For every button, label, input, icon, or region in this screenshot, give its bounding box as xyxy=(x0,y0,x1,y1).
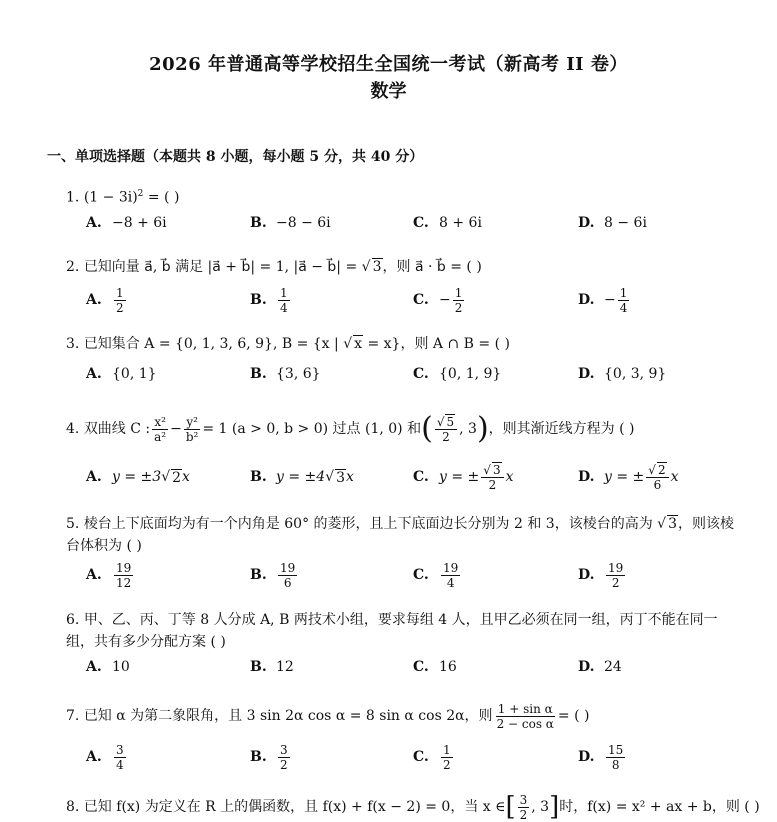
option-c[interactable]: C. $\frac{19}{4}$ xyxy=(413,560,459,590)
option-b[interactable]: B. {3, 6} xyxy=(250,366,321,382)
exam-title: 2026 年普通高等学校招生全国统一考试（新高考 II 卷） xyxy=(149,54,628,75)
option-a[interactable]: A. {0, 1} xyxy=(86,366,157,382)
option-d[interactable]: D. y = ± √ $\frac{2}{6}$ x xyxy=(578,460,678,494)
option-d[interactable]: D. {0, 3, 9} xyxy=(578,366,667,382)
question-7-options xyxy=(86,740,686,774)
question-number: 2. xyxy=(66,259,80,275)
question-3-stem: 3. 已知集合 A = {0, 1, 3, 6, 9}, B = {x | √ x = x}，则 A ∩ B = ( ) xyxy=(66,333,510,355)
fraction: $\frac{1}{4}$ xyxy=(619,285,628,315)
option-c[interactable]: C. − $\frac{1}{2}$ xyxy=(413,285,463,315)
option-d[interactable]: D. $\frac{19}{2}$ xyxy=(578,560,624,590)
fraction: $\frac{\text{y²}}{\text{b²}}$ xyxy=(185,414,199,444)
option-c[interactable]: C. y = ± √ $\frac{3}{2}$ x xyxy=(413,460,513,494)
option-a[interactable]: A. −8 + 6i xyxy=(86,215,167,231)
question-2-options xyxy=(86,283,686,317)
option-c[interactable]: C. {0, 1, 9} xyxy=(413,366,502,382)
question-4-stem: 4. 双曲线 C : $\frac{\text{x²}}{\text{a²}}$ − $\frac{\text{y²}}{\text{b²}}$ = 1 (a > 0, b > 0) 过点 (1, 0) 和 ( √ $\frac{5}{2}$ , 3 ) ，则其渐近线方程为 ( ) xyxy=(66,410,634,448)
question-number: 8. xyxy=(66,799,80,815)
fraction: $\frac{1}{2}$ xyxy=(443,742,451,772)
question-6-options xyxy=(86,650,686,684)
fraction: $\frac{1}{2}$ xyxy=(116,285,124,315)
option-b[interactable]: B. −8 − 6i xyxy=(250,215,331,231)
option-a[interactable]: A. 10 xyxy=(86,659,130,675)
left-paren: ( xyxy=(421,411,433,446)
question-number: 5. xyxy=(66,516,80,532)
fraction: √ $\frac{3}{2}$ xyxy=(481,463,503,492)
question-6-stem: 6. 甲、乙、丙、丁等 8 人分成 A, B 两技术小组，要求每组 4 人，且甲乙必须在同一组，丙丁不能在同一组，共有多少分配方案 ( ) xyxy=(66,612,718,650)
option-d[interactable]: D. 24 xyxy=(578,659,622,675)
question-4-options xyxy=(86,460,686,494)
fraction: $\frac{19}{12}$ xyxy=(116,560,132,590)
question-5-options xyxy=(86,558,686,592)
right-paren: ) xyxy=(476,411,489,446)
option-b[interactable]: B. 12 xyxy=(250,659,294,675)
option-d[interactable]: D. $\frac{15}{8}$ xyxy=(578,742,624,772)
option-c[interactable]: C. $\frac{1}{2}$ xyxy=(413,742,451,772)
exam-subject: 数学 xyxy=(370,81,407,102)
question-1-options xyxy=(86,206,686,240)
question-number: 7. xyxy=(66,708,80,724)
fraction: $\frac{3}{2}$ xyxy=(280,742,288,772)
right-bracket: ] xyxy=(549,792,560,822)
question-2-stem: 2. 已知向量 a⃗, b⃗ 满足 |a⃗ + b⃗| = 1, |a⃗ − b⃗| = √ 3，则 a⃗ · b⃗ = ( ) xyxy=(66,256,482,278)
option-d[interactable]: D. 8 − 6i xyxy=(578,215,647,231)
option-a[interactable]: A. $\frac{1}{2}$ xyxy=(86,285,124,315)
question-8-stem: 8. 已知 f(x) 为定义在 R 上的偶函数，且 f(x) + f(x − 2) = 0，当 x ∈ [ $\frac{3}{2}$ , 3 ] 时，f(x) = x² + ax + b，则 ( ) xyxy=(66,792,760,822)
fraction: $\frac{1}{4}$ xyxy=(280,285,288,315)
option-b[interactable]: B. $\frac{3}{2}$ xyxy=(250,742,288,772)
question-number: 1. xyxy=(66,189,80,206)
option-b[interactable]: B. $\frac{1}{4}$ xyxy=(250,285,288,315)
section-heading: 一、单项选择题（本题共 8 小题，每小题 5 分，共 40 分） xyxy=(47,149,424,165)
question-7-stem: 7. 已知 α 为第二象限角，且 3 sin 2α cos α = 8 sin α cos 2α，则 $\frac{\text{1 + sin α}}{\text{2 − cos α}}$ = ( ) xyxy=(66,701,590,731)
option-b[interactable]: B. y = ±4 √ 3 x xyxy=(250,460,354,494)
fraction: $\frac{3}{2}$ xyxy=(519,792,528,822)
fraction: $\frac{\text{x²}}{\text{a²}}$ xyxy=(154,414,167,444)
option-b[interactable]: B. $\frac{19}{6}$ xyxy=(250,560,296,590)
option-d[interactable]: D. − $\frac{1}{4}$ xyxy=(578,285,628,315)
option-a[interactable]: A. $\frac{19}{12}$ xyxy=(86,560,132,590)
fraction: $\frac{\text{1 + sin α}}{\text{2 − cos α}}$ xyxy=(496,701,554,731)
fraction: √ $\frac{5}{2}$ xyxy=(435,415,457,444)
question-number: 6. xyxy=(66,612,80,628)
question-5-stem: 5. 棱台上下底面均为有一个内角是 60° 的菱形，且上下底面边长分别为 2 和 3，该棱台的高为 √ 3，则该棱台体积为 ( ) xyxy=(66,513,736,557)
fraction: $\frac{3}{4}$ xyxy=(116,742,124,772)
option-c[interactable]: C. 16 xyxy=(413,659,457,675)
fraction: $\frac{19}{4}$ xyxy=(443,560,459,590)
option-c[interactable]: C. 8 + 6i xyxy=(413,215,482,231)
fraction: $\frac{1}{2}$ xyxy=(454,285,463,315)
question-number: 4. xyxy=(66,421,80,437)
option-a[interactable]: A. y = ±3 √ 2 x xyxy=(86,460,190,494)
left-bracket: [ xyxy=(505,792,516,822)
fraction: √ $\frac{2}{6}$ xyxy=(646,463,668,492)
option-a[interactable]: A. $\frac{3}{4}$ xyxy=(86,742,124,772)
question-3-options xyxy=(86,357,686,391)
fraction: $\frac{19}{2}$ xyxy=(608,560,624,590)
question-1-stem: 1. $(1 - 3i)^2$ = ( ) xyxy=(66,189,180,206)
fraction: $\frac{15}{8}$ xyxy=(608,742,624,772)
question-number: 3. xyxy=(66,336,80,352)
fraction: $\frac{19}{6}$ xyxy=(280,560,296,590)
